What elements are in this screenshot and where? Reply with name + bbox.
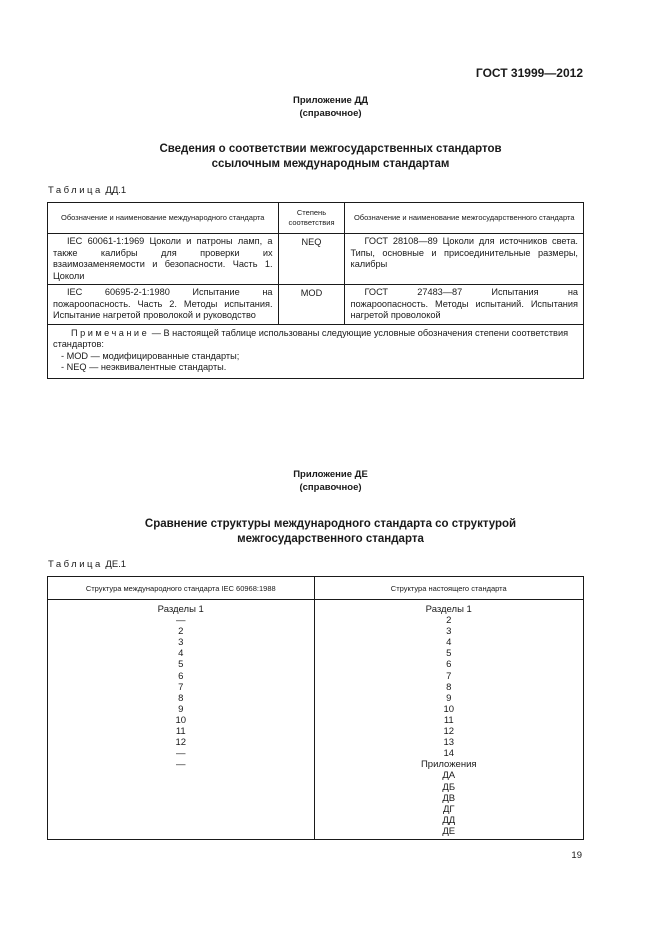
list-item: ДБ: [442, 781, 456, 793]
note-label: Примечание: [71, 327, 150, 338]
list-item: 9: [446, 692, 452, 704]
annex-dd-subtitle: (справочное): [299, 108, 362, 119]
note-item: - NEQ — неэквивалентные стандарты.: [61, 362, 227, 372]
column-header-international-structure: Структура международного стандарта IEC 60968:1988: [48, 577, 315, 600]
table-row: [48, 234, 584, 285]
list-item: 13: [443, 737, 455, 749]
degree-cell: MOD: [278, 285, 345, 325]
table-caption-number: ДД.1: [105, 185, 127, 196]
list-item: 14: [443, 748, 455, 760]
document-id: ГОСТ 31999—2012: [475, 66, 583, 80]
list-item: 11: [443, 714, 454, 726]
annex-dd-title: Приложение ДД: [293, 95, 368, 106]
table-dd1-caption: [48, 185, 126, 196]
list-item: ДГ: [442, 803, 455, 815]
table-de1: [47, 576, 584, 840]
list-item: 5: [178, 659, 184, 671]
list-item: 10: [443, 703, 455, 715]
interstate-standard-cell: ГОСТ 27483—87 Испытания на пожароопасность. Методы испытаний. Испытания нагретой проволокой: [345, 285, 584, 325]
annex-dd-heading-line2: ссылочным международным стандартам: [211, 158, 450, 170]
list-item: Разделы 1: [425, 604, 472, 615]
list-item: 6: [446, 659, 452, 671]
list-item: 4: [446, 637, 452, 649]
list-item: 8: [446, 681, 452, 693]
list-item: 10: [175, 714, 187, 726]
list-item: 3: [446, 626, 452, 638]
list-item: 2: [446, 615, 452, 627]
table-note-row: [48, 324, 584, 378]
table-de1-caption: [48, 559, 126, 570]
international-structure-column: [48, 600, 315, 840]
list-item: 3: [178, 637, 184, 649]
table-header-row: [48, 577, 584, 600]
list-item: ДД: [442, 814, 456, 826]
list-item: 12: [175, 737, 187, 749]
column-header-interstate: Обозначение и наименование межгосударственного стандарта: [345, 203, 584, 234]
table-note: [48, 324, 584, 378]
list-item: 9: [178, 703, 184, 715]
degree-cell: NEQ: [278, 234, 345, 285]
this-standard-structure-column: [314, 600, 584, 840]
list-item: 6: [178, 670, 184, 682]
list-item: 7: [446, 670, 452, 682]
list-item: 11: [175, 726, 186, 738]
list-item: ДЕ: [442, 825, 456, 837]
table-caption-word: Таблица: [48, 559, 103, 570]
list-item: 4: [178, 648, 184, 660]
annex-dd-heading-line1: Сведения о соответствии межгосударственных стандартов: [159, 143, 502, 155]
table-row: [48, 285, 584, 325]
list-item: 2: [178, 626, 184, 638]
column-header-this-standard-structure: Структура настоящего стандарта: [314, 577, 584, 600]
column-header-international: Обозначение и наименование международного стандарта: [48, 203, 279, 234]
table-row: [48, 600, 584, 840]
international-standard-cell: IEC 60695-2-1:1980 Испытание на пожароопасность. Часть 2. Методы испытания. Испытание нагретой проволокой и руководство: [48, 285, 279, 325]
table-dd1: [47, 202, 584, 379]
list-item: —: [176, 615, 186, 627]
note-text: — В настоящей таблице использованы следующие условные обозначения степени соответствия стандартов:: [53, 327, 569, 349]
annex-de-heading-line2: межгосударственного стандарта: [237, 533, 424, 545]
column-header-degree: Степень соответствия: [278, 203, 345, 234]
list-item: Разделы 1: [157, 604, 204, 615]
list-item: 8: [178, 692, 184, 704]
list-item: —: [176, 759, 186, 771]
list-item: ДА: [442, 770, 456, 782]
table-caption-word: Таблица: [48, 185, 103, 196]
table-header-row: [48, 203, 584, 234]
international-standard-cell: IEC 60061-1:1969 Цоколи и патроны ламп, а также калибры для проверки их взаимозаменяемости и безопасности. Часть 1. Цоколи: [48, 234, 279, 285]
list-item: 12: [443, 726, 455, 738]
list-item: —: [176, 748, 186, 760]
list-item: 5: [446, 648, 452, 660]
list-item: 7: [178, 681, 184, 693]
annex-de-heading-line1: Сравнение структуры международного стандарта со структурой: [144, 518, 517, 530]
annex-de-subtitle: (справочное): [299, 482, 362, 493]
page-number: 19: [571, 850, 582, 861]
list-item: Приложения: [420, 759, 477, 771]
interstate-standard-cell: ГОСТ 28108—89 Цоколи для источников света. Типы, основные и присоединительные размеры, калибры: [345, 234, 584, 285]
list-item: ДВ: [442, 792, 456, 804]
table-caption-number: ДЕ.1: [105, 559, 127, 570]
annex-de-title: Приложение ДЕ: [293, 469, 368, 480]
note-item: - MOD — модифицированные стандарты;: [61, 350, 240, 361]
